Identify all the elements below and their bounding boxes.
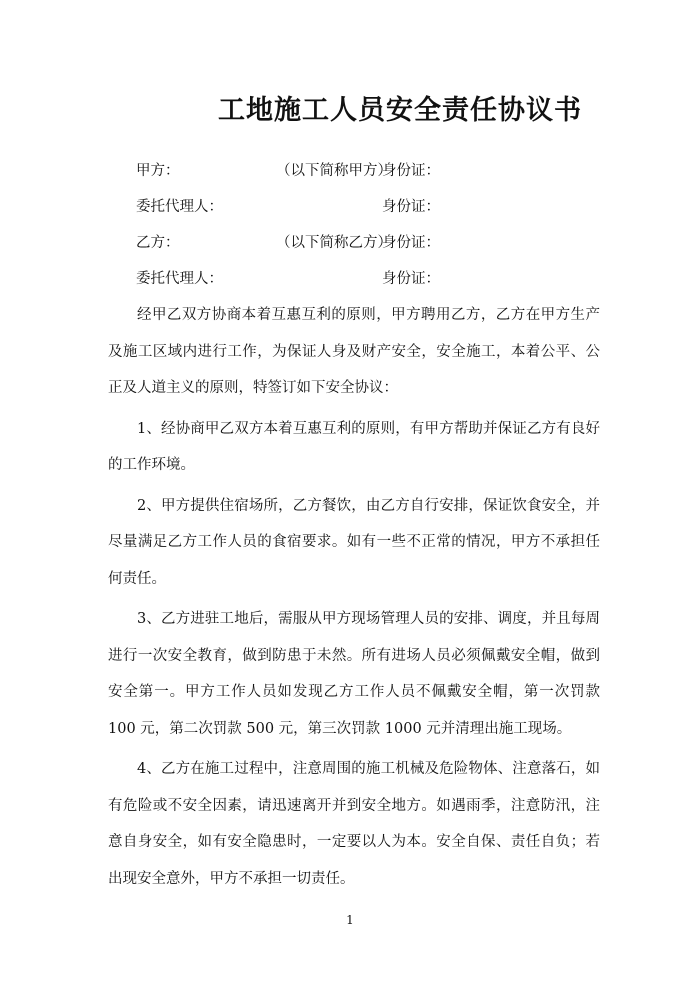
party-b-label: 乙方： (136, 235, 180, 251)
page-number: 1 (346, 913, 354, 927)
agent-b-label: 委托代理人： (136, 271, 223, 287)
agent-a-id-label: 身份证： (382, 199, 440, 215)
intro-paragraph: 经甲乙双方协商本着互惠互利的原则，甲方聘用乙方，乙方在甲方生产及施工区域内进行工作，为保证人身及财产安全，安全施工，本着公平、公正及人道主义的原则，特签订如下安全协议： (108, 307, 600, 396)
party-a-note: （以下简称甲方） (276, 163, 392, 179)
party-a-id-label: 身份证： (382, 163, 440, 179)
clause-1-paragraph: 1、经协商甲乙双方本着互惠互利的原则，有甲方帮助并保证乙方有良好的工作环境。 (108, 420, 600, 473)
document-title: 工地施工人员安全责任协议书 (218, 95, 582, 126)
agreement-body (108, 297, 600, 897)
agent-a-label: 委托代理人： (136, 199, 223, 215)
clause-4-paragraph: 4、乙方在施工过程中，注意周围的施工机械及危险物体、注意落石，如有危险或不安全因素，请迅速离开并到安全地方。如遇雨季，注意防汛，注意自身安全，如有安全隐患时，一定要以人为本。安全自保、责任自负；若出现安全意外，甲方不承担一切责任。 (108, 761, 600, 887)
agent-b-id-label: 身份证： (382, 271, 440, 287)
party-b-id-label: 身份证： (382, 235, 440, 251)
clause-3-paragraph: 3、乙方进驻工地后，需服从甲方现场管理人员的安排、调度，并且每周进行一次安全教育，做到防患于未然。所有进场人员必须佩戴安全帽，做到安全第一。甲方工作人员如发现乙方工作人员不佩戴安全帽，第一次罚款 100 元，第二次罚款 500 元，第三次罚款 1000 元并清理出施工现场。 (108, 611, 600, 737)
party-b-note: （以下简称乙方） (276, 235, 392, 251)
party-a-label: 甲方： (136, 163, 180, 179)
clause-2-paragraph: 2、甲方提供住宿场所，乙方餐饮，由乙方自行安排，保证饮食安全，并尽量满足乙方工作人员的食宿要求。如有一些不正常的情况，甲方不承担任何责任。 (108, 497, 600, 587)
